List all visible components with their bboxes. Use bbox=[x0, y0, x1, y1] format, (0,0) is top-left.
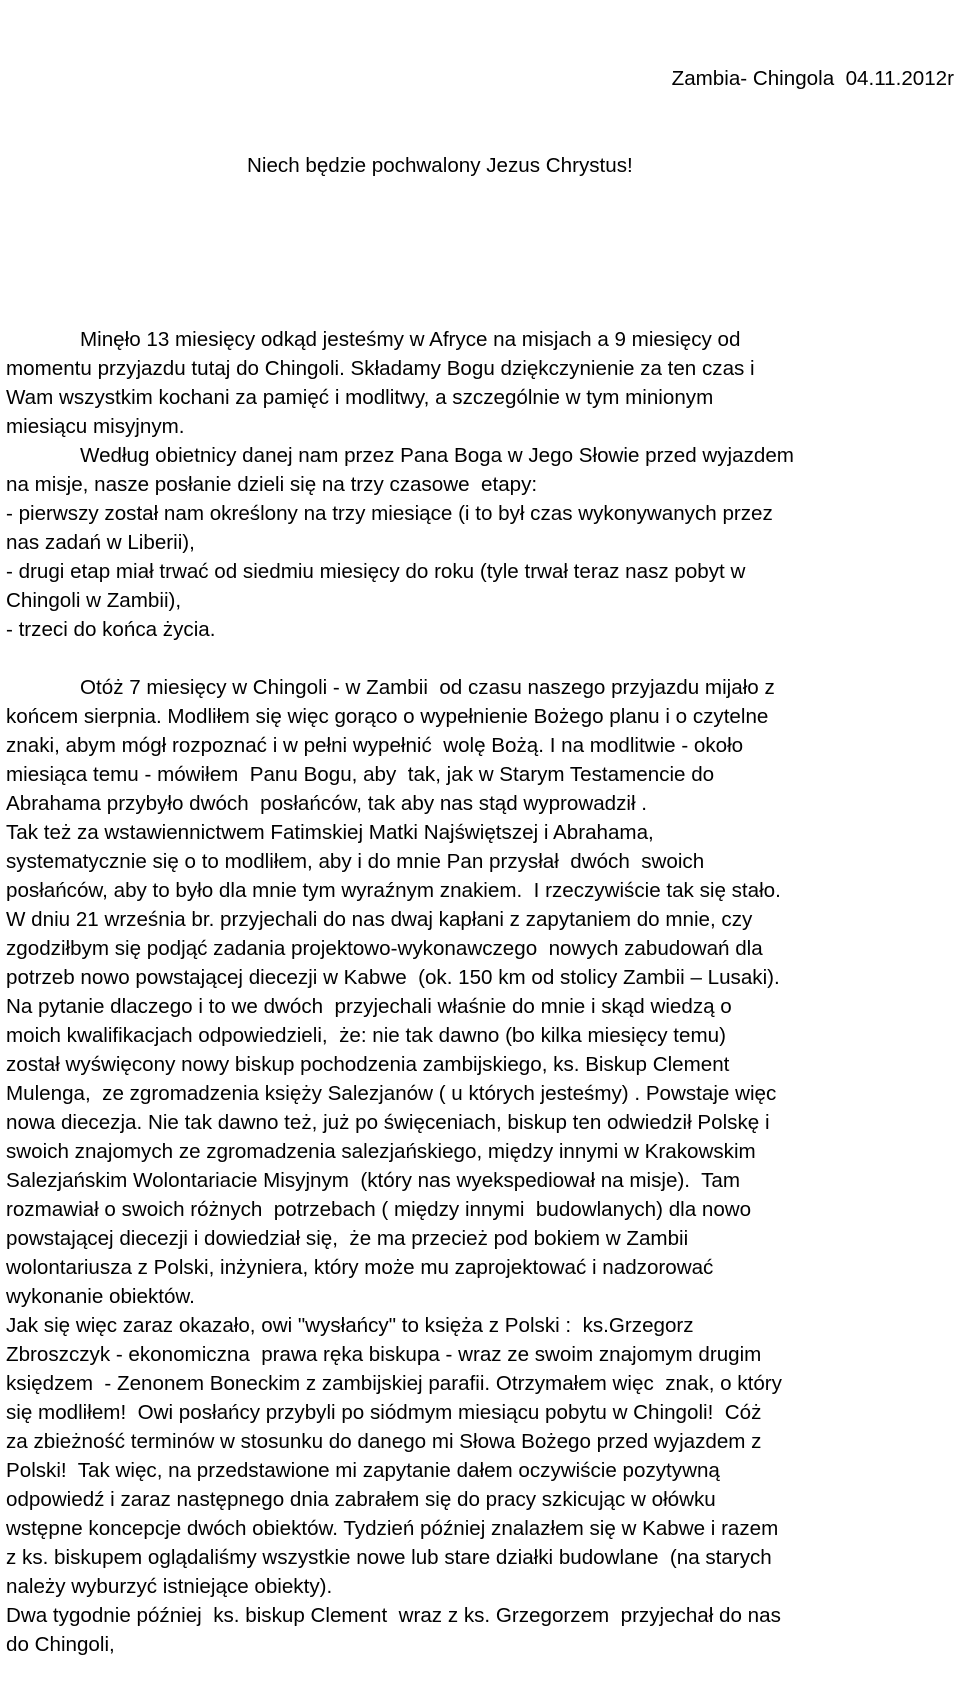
text-line: Chingoli w Zambii), bbox=[6, 589, 182, 612]
text-line: Salezjańskim Wolontariacie Misyjnym (który nas wyekspediował na misje). Tam bbox=[6, 1169, 740, 1192]
text-line: Wam wszystkim kochani za pamięć i modlitwy, a szczególnie w tym minionym bbox=[6, 386, 714, 409]
text-line: nowa diecezja. Nie tak dawno też, już po święceniach, biskup ten odwiedził Polskę i bbox=[6, 1111, 770, 1134]
text-line: końcem sierpnia. Modliłem się więc gorąco o wypełnienie Bożego planu i o czytelne bbox=[6, 705, 769, 728]
text-line: znaki, abym mógł rozpoznać i w pełni wypełnić wolę Bożą. I na modlitwie - około bbox=[6, 734, 744, 757]
spacer bbox=[6, 238, 956, 267]
text-line: nas zadań w Liberii), bbox=[6, 531, 195, 554]
text-line: - pierwszy został nam określony na trzy miesiące (i to był czas wykonywanych przez bbox=[6, 502, 773, 525]
text-line: się modliłem! Owi posłańcy przybyli po siódmym miesiącu pobytu w Chingoli! Cóż bbox=[6, 1401, 762, 1424]
text-line: rozmawiał o swoich różnych potrzebach ( między innymi budowlanych) dla nowo bbox=[6, 1198, 752, 1221]
text-line bbox=[6, 644, 956, 673]
text-line: Mulenga, ze zgromadzenia księży Salezjanów ( u których jesteśmy) . Powstaje więc bbox=[6, 1082, 777, 1105]
text-line: swoich znajomych ze zgromadzenia salezjańskiego, między innymi w Krakowskim bbox=[6, 1140, 756, 1163]
text-line: z ks. biskupem oglądaliśmy wszystkie nowe lub stare działki budowlane (na starych bbox=[6, 1546, 772, 1569]
text-line: Jak się więc zaraz okazało, owi "wysłańcy" to księża z Polski : ks.Grzegorz bbox=[6, 1314, 694, 1337]
text-line: - trzeci do końca życia. bbox=[6, 618, 216, 641]
text-line: wolontariusza z Polski, inżyniera, który może mu zaprojektować i nadzorować bbox=[6, 1256, 714, 1279]
text-line: Otóż 7 miesięcy w Chingoli - w Zambii od czasu naszego przyjazdu mijało z bbox=[80, 676, 775, 699]
text-line: miesiąca temu - mówiłem Panu Bogu, aby tak, jak w Starym Testamencie do bbox=[6, 763, 715, 786]
text-line: miesiącu misyjnym. bbox=[6, 415, 185, 438]
text-line: do Chingoli, bbox=[6, 1633, 115, 1656]
place-date: Zambia- Chingola 04.11.2012r bbox=[671, 67, 954, 90]
text-line: momentu przyjazdu tutaj do Chingoli. Składamy Bogu dziękczynienie za ten czas i bbox=[6, 357, 755, 380]
text-line: W dniu 21 września br. przyjechali do nas dwaj kapłani z zapytaniem do mnie, czy bbox=[6, 908, 753, 931]
text-line: odpowiedź i zaraz następnego dnia zabrałem się do pracy szkicując w ołówku bbox=[6, 1488, 716, 1511]
text-line: za zbieżność terminów w stosunku do danego mi Słowa Bożego przed wyjazdem z bbox=[6, 1430, 762, 1453]
text-line: powstającej diecezji i dowiedział się, że ma przecież pod bokiem w Zambii bbox=[6, 1227, 689, 1250]
text-line: Abrahama przybyło dwóch posłańców, tak aby nas stąd wyprowadził . bbox=[6, 792, 648, 815]
text-line: - drugi etap miał trwać od siedmiu miesięcy do roku (tyle trwał teraz nasz pobyt w bbox=[6, 560, 746, 583]
text-line: należy wyburzyć istniejące obiekty). bbox=[6, 1575, 333, 1598]
text-line: wykonanie obiektów. bbox=[6, 1285, 195, 1308]
text-line: zgodziłbym się podjąć zadania projektowo-wykonawczego nowych zabudowań dla bbox=[6, 937, 763, 960]
text-line: księdzem - Zenonem Boneckim z zambijskiej parafii. Otrzymałem więc znak, o który bbox=[6, 1372, 782, 1395]
text-line: systematycznie się o to modliłem, aby i do mnie Pan przysłał dwóch swoich bbox=[6, 850, 705, 873]
text-line: Polski! Tak więc, na przedstawione mi zapytanie dałem oczywiście pozytywną bbox=[6, 1459, 720, 1482]
text-line: moich kwalifikacjach odpowiedzieli, że: nie tak dawno (bo kilka miesięcy temu) bbox=[6, 1024, 726, 1047]
text-line: Tak też za wstawiennictwem Fatimskiej Matki Najświętszej i Abrahama, bbox=[6, 821, 654, 844]
text-line: wstępne koncepcje dwóch obiektów. Tydzień później znalazłem się w Kabwe i razem bbox=[6, 1517, 779, 1540]
text-line: Na pytanie dlaczego i to we dwóch przyjechali właśnie do mnie i skąd wiedzą o bbox=[6, 995, 732, 1018]
text-line: posłańców, aby to było dla mnie tym wyraźnym znakiem. I rzeczywiście tak się stało. bbox=[6, 879, 781, 902]
text-line: Minęło 13 miesięcy odkąd jesteśmy w Afryce na misjach a 9 miesięcy od bbox=[80, 328, 741, 351]
greeting: Niech będzie pochwalony Jezus Chrystus! bbox=[247, 154, 633, 177]
text-line: na misje, nasze posłanie dzieli się na trzy czasowe etapy: bbox=[6, 473, 538, 496]
letter-body bbox=[6, 325, 956, 1659]
text-line: został wyświęcony nowy biskup pochodzenia zambijskiego, ks. Biskup Clement bbox=[6, 1053, 730, 1076]
text-line: Zbroszczyk - ekonomiczna prawa ręka biskupa - wraz ze swoim znajomym drugim bbox=[6, 1343, 762, 1366]
text-line: potrzeb nowo powstającej diecezji w Kabwe (ok. 150 km od stolicy Zambii – Lusaki). bbox=[6, 966, 780, 989]
text-line: Według obietnicy danej nam przez Pana Boga w Jego Słowie przed wyjazdem bbox=[80, 444, 794, 467]
text-line: Dwa tygodnie później ks. biskup Clement wraz z ks. Grzegorzem przyjechał do nas bbox=[6, 1604, 781, 1627]
letter-page bbox=[6, 6, 956, 1688]
